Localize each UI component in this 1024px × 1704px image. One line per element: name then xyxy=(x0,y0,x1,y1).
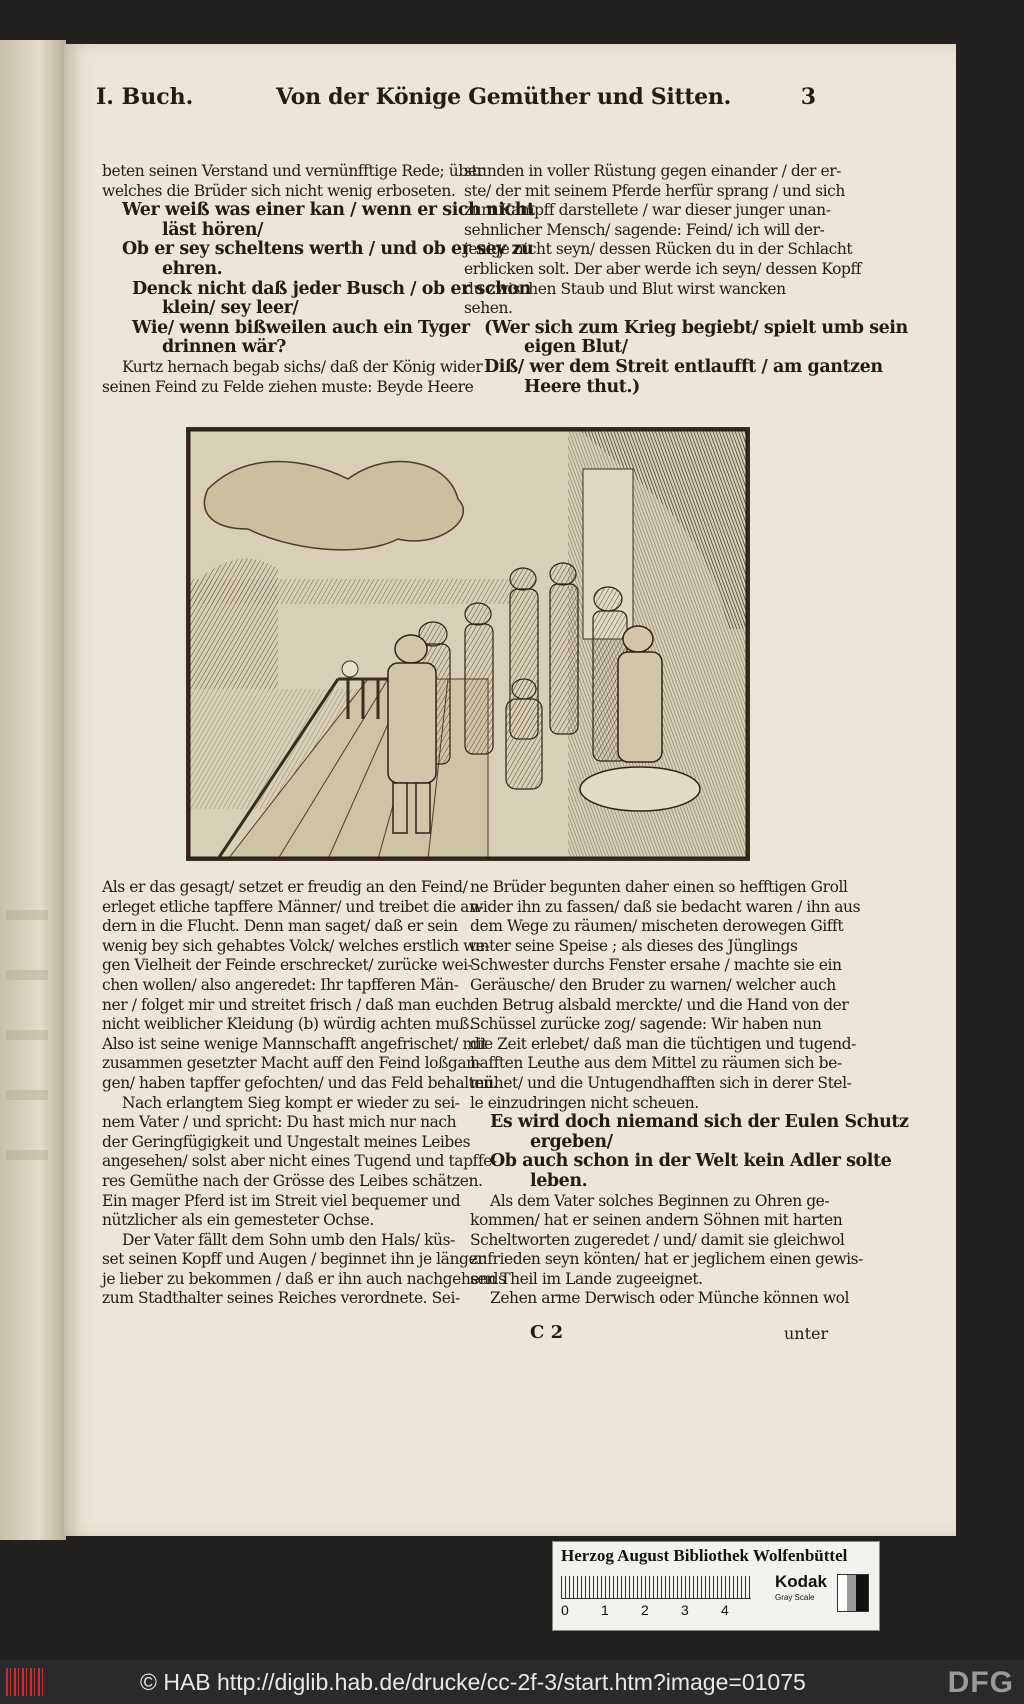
text-line: jenige nicht seyn/ dessen Rücken du in der Schlacht xyxy=(464,240,853,259)
text-line: erblicken solt. Der aber werde ich seyn/ dessen Kopff xyxy=(464,259,862,278)
catchword: unter xyxy=(784,1324,829,1343)
text-line: Also ist seine wenige Mannschafft angefrischet/ mit xyxy=(102,1034,488,1053)
text-line: zufrieden seyn könten/ hat er jeglichem einen gewis- xyxy=(470,1250,863,1269)
verse-line: läst hören/ xyxy=(162,219,263,240)
scale-ruler xyxy=(561,1576,751,1599)
text-line: erleget etliche tapffere Männer/ und treibet die an- xyxy=(102,897,484,916)
ruler-tick: 1 xyxy=(601,1602,609,1618)
engraving-scene xyxy=(188,429,748,859)
verse-line: Ob er sey scheltens werth / und ob er sey zu xyxy=(122,239,534,260)
bleed-through-mark xyxy=(6,1030,48,1040)
library-name: Herzog August Bibliothek Wolfenbüttel xyxy=(561,1546,848,1565)
verse-line: Heere thut.) xyxy=(524,376,640,397)
text-line: unter seine Speise ; als dieses des Jünglings xyxy=(470,936,798,955)
verse-line: ergeben/ xyxy=(530,1131,613,1152)
verse-line: leben. xyxy=(530,1170,588,1191)
verse-line: Es wird doch niemand sich der Eulen Schutz xyxy=(490,1112,909,1133)
dfg-logo: DFG xyxy=(947,1666,1014,1699)
text-line: den Betrug alsbald merckte/ und die Hand von der xyxy=(470,995,849,1014)
verse-line: ehren. xyxy=(162,258,223,279)
copyright-link[interactable]: © HAB http://diglib.hab.de/drucke/cc-2f-3/start.htm?image=01075 xyxy=(140,1669,806,1695)
text-line: ste/ der mit seinem Pferde herfür sprang / und sich xyxy=(464,181,845,200)
text-line: set seinen Kopff und Augen / beginnet ihn je länger xyxy=(102,1250,485,1269)
ruler-tick: 2 xyxy=(641,1602,649,1618)
verse-line: (Wer sich zum Krieg begiebt/ spielt umb sein xyxy=(484,317,908,338)
page-number: 3 xyxy=(800,84,816,110)
text-line: Schwester durchs Fenster ersahe / machte sie ein xyxy=(470,956,842,975)
text-line: Als er das gesagt/ setzet er freudig an den Feind/ xyxy=(102,878,468,896)
verse-line: Diß/ wer dem Streit entlaufft / am gantzen xyxy=(484,356,883,377)
text-line: ner / folget mir und streitet frisch / daß man euch xyxy=(102,995,471,1014)
text-line: wenig bey sich gehabtes Volck/ welches erstlich we- xyxy=(102,936,490,955)
text-line: le einzudringen nicht scheuen. xyxy=(470,1093,699,1112)
text-line: Geräusche/ den Bruder zu warnen/ welcher auch xyxy=(470,975,836,994)
text-line: angesehen/ solst aber nicht eines Tugend und tapffe- xyxy=(102,1152,497,1171)
verse-line: eigen Blut/ xyxy=(524,337,628,358)
gray-swatch xyxy=(837,1574,869,1612)
text-column-bottom-left xyxy=(102,878,506,1309)
text-line: Nach erlangtem Sieg kompt er wieder zu sei- xyxy=(122,1093,460,1112)
verse-line: Ob auch schon in der Welt kein Adler solte xyxy=(490,1151,892,1172)
verse-line: Wer weiß was einer kan / wenn er sich nicht xyxy=(122,200,535,221)
text-line: chen wollen/ also angeredet: Ihr tapfferen Män- xyxy=(102,975,459,994)
verse-line: Denck nicht daß jeder Busch / ob er schon xyxy=(132,278,531,299)
tent xyxy=(188,559,278,689)
viewer-footer xyxy=(0,1660,1024,1704)
text-line: wider ihn zu fassen/ daß sie bedacht waren / ihn aus xyxy=(470,897,861,916)
text-line: res Gemüthe nach der Grösse des Leibes schätzen. xyxy=(102,1171,483,1190)
bleed-through-mark xyxy=(6,970,48,980)
text-line: je lieber zu bekommen / daß er ihn auch nachgehends xyxy=(102,1269,506,1288)
text-line: die Zeit erlebet/ daß man die tüchtigen und tugend- xyxy=(470,1034,856,1053)
text-line: nicht weiblicher Kleidung (b) würdig achten muß. xyxy=(102,1015,474,1034)
text-line: der Geringfügigkeit und Ungestalt meines Leibes xyxy=(102,1132,471,1151)
text-line: hafften Leuthe aus dem Mittel zu räumen sich be- xyxy=(470,1054,842,1073)
text-line: zusammen gesetzter Macht auff den Feind loßgan- xyxy=(102,1054,481,1073)
text-line: stunden in voller Rüstung gegen einander / der er- xyxy=(464,162,841,180)
text-line: nützlicher als ein gemesteter Ochse. xyxy=(102,1211,374,1230)
ruler-tick: 4 xyxy=(721,1602,729,1618)
page-title: Von der Könige Gemüther und Sitten. xyxy=(276,84,731,110)
facing-page-edge xyxy=(0,40,66,1540)
text-line: kommen/ hat er seinen andern Söhnen mit harten xyxy=(470,1211,843,1230)
text-line: nem Vater / und spricht: Du hast mich nur nach xyxy=(102,1113,457,1132)
bleed-through-mark xyxy=(6,1090,48,1100)
text-column-top-right xyxy=(464,162,908,397)
text-line: sehnlicher Mensch/ sagende: Feind/ ich will der- xyxy=(464,220,825,239)
text-line: Zehen arme Derwisch oder Münche können wol xyxy=(490,1289,850,1308)
text-line: Der Vater fällt dem Sohn umb den Hals/ küs- xyxy=(122,1230,455,1249)
text-line: Als dem Vater solches Beginnen zu Ohren ge- xyxy=(490,1191,830,1210)
text-column-bottom-right xyxy=(470,878,909,1309)
text-line: welches die Brüder sich nicht wenig erboseten. xyxy=(102,181,456,200)
bleed-through-mark xyxy=(6,1150,48,1160)
text-line: mühet/ und die Untugendhafften sich in derer Stel- xyxy=(470,1073,852,1092)
verse-line: Wie/ wenn bißweilen auch ein Tyger xyxy=(132,317,470,338)
bleed-through-mark xyxy=(6,910,48,920)
engraving-illustration xyxy=(186,427,750,861)
gray-scale-label: Gray Scale xyxy=(775,1593,815,1602)
text-line: Scheltworten zugeredet / und/ damit sie gleichwol xyxy=(470,1230,845,1249)
text-line: Kurtz hernach begab sichs/ daß der König wider xyxy=(122,357,483,376)
color-calibration-bar xyxy=(552,1541,880,1631)
balustrade-orb xyxy=(342,661,358,677)
text-line: zum Kampff darstellete / war dieser junger unan- xyxy=(464,201,831,220)
barcode-icon xyxy=(6,1668,46,1696)
text-line: ne Brüder begunten daher einen so hefftigen Groll xyxy=(470,878,848,896)
kodak-label: Kodak xyxy=(775,1572,827,1591)
text-line: gen Vielheit der Feinde erschrecket/ zurücke wei- xyxy=(102,956,473,975)
text-line: Schüssel zurücke zog/ sagende: Wir haben nun xyxy=(470,1015,822,1034)
text-line: beten seinen Verstand und vernünfftige Rede; über xyxy=(102,162,484,180)
text-line: seinen Feind zu Felde ziehen muste: Beyde Heere xyxy=(102,377,474,396)
text-line: dem Wege zu räumen/ mischeten derowegen Gifft xyxy=(470,917,844,936)
text-line: sehen. xyxy=(464,299,513,318)
signature-mark: C 2 xyxy=(530,1322,564,1343)
ruler-tick: 3 xyxy=(681,1602,689,1618)
text-line: gen/ haben tapffer gefochten/ und das Feld behalten. xyxy=(102,1073,498,1092)
verse-line: klein/ sey leer/ xyxy=(162,298,299,319)
text-line: du zwischen Staub und Blut wirst wancken xyxy=(464,279,786,298)
running-header xyxy=(96,84,816,118)
text-line: zum Stadthalter seines Reiches verordnete. Sei- xyxy=(102,1289,460,1308)
text-line: dern in die Flucht. Denn man saget/ daß er sein xyxy=(102,917,458,936)
ruler-tick: 0 xyxy=(561,1602,569,1618)
text-line: sen Theil im Lande zugeeignet. xyxy=(470,1269,703,1288)
text-line: Ein mager Pferd ist im Streit viel bequemer und xyxy=(102,1191,461,1210)
book-label: I. Buch. xyxy=(96,84,194,110)
verse-line: drinnen wär? xyxy=(162,337,286,358)
